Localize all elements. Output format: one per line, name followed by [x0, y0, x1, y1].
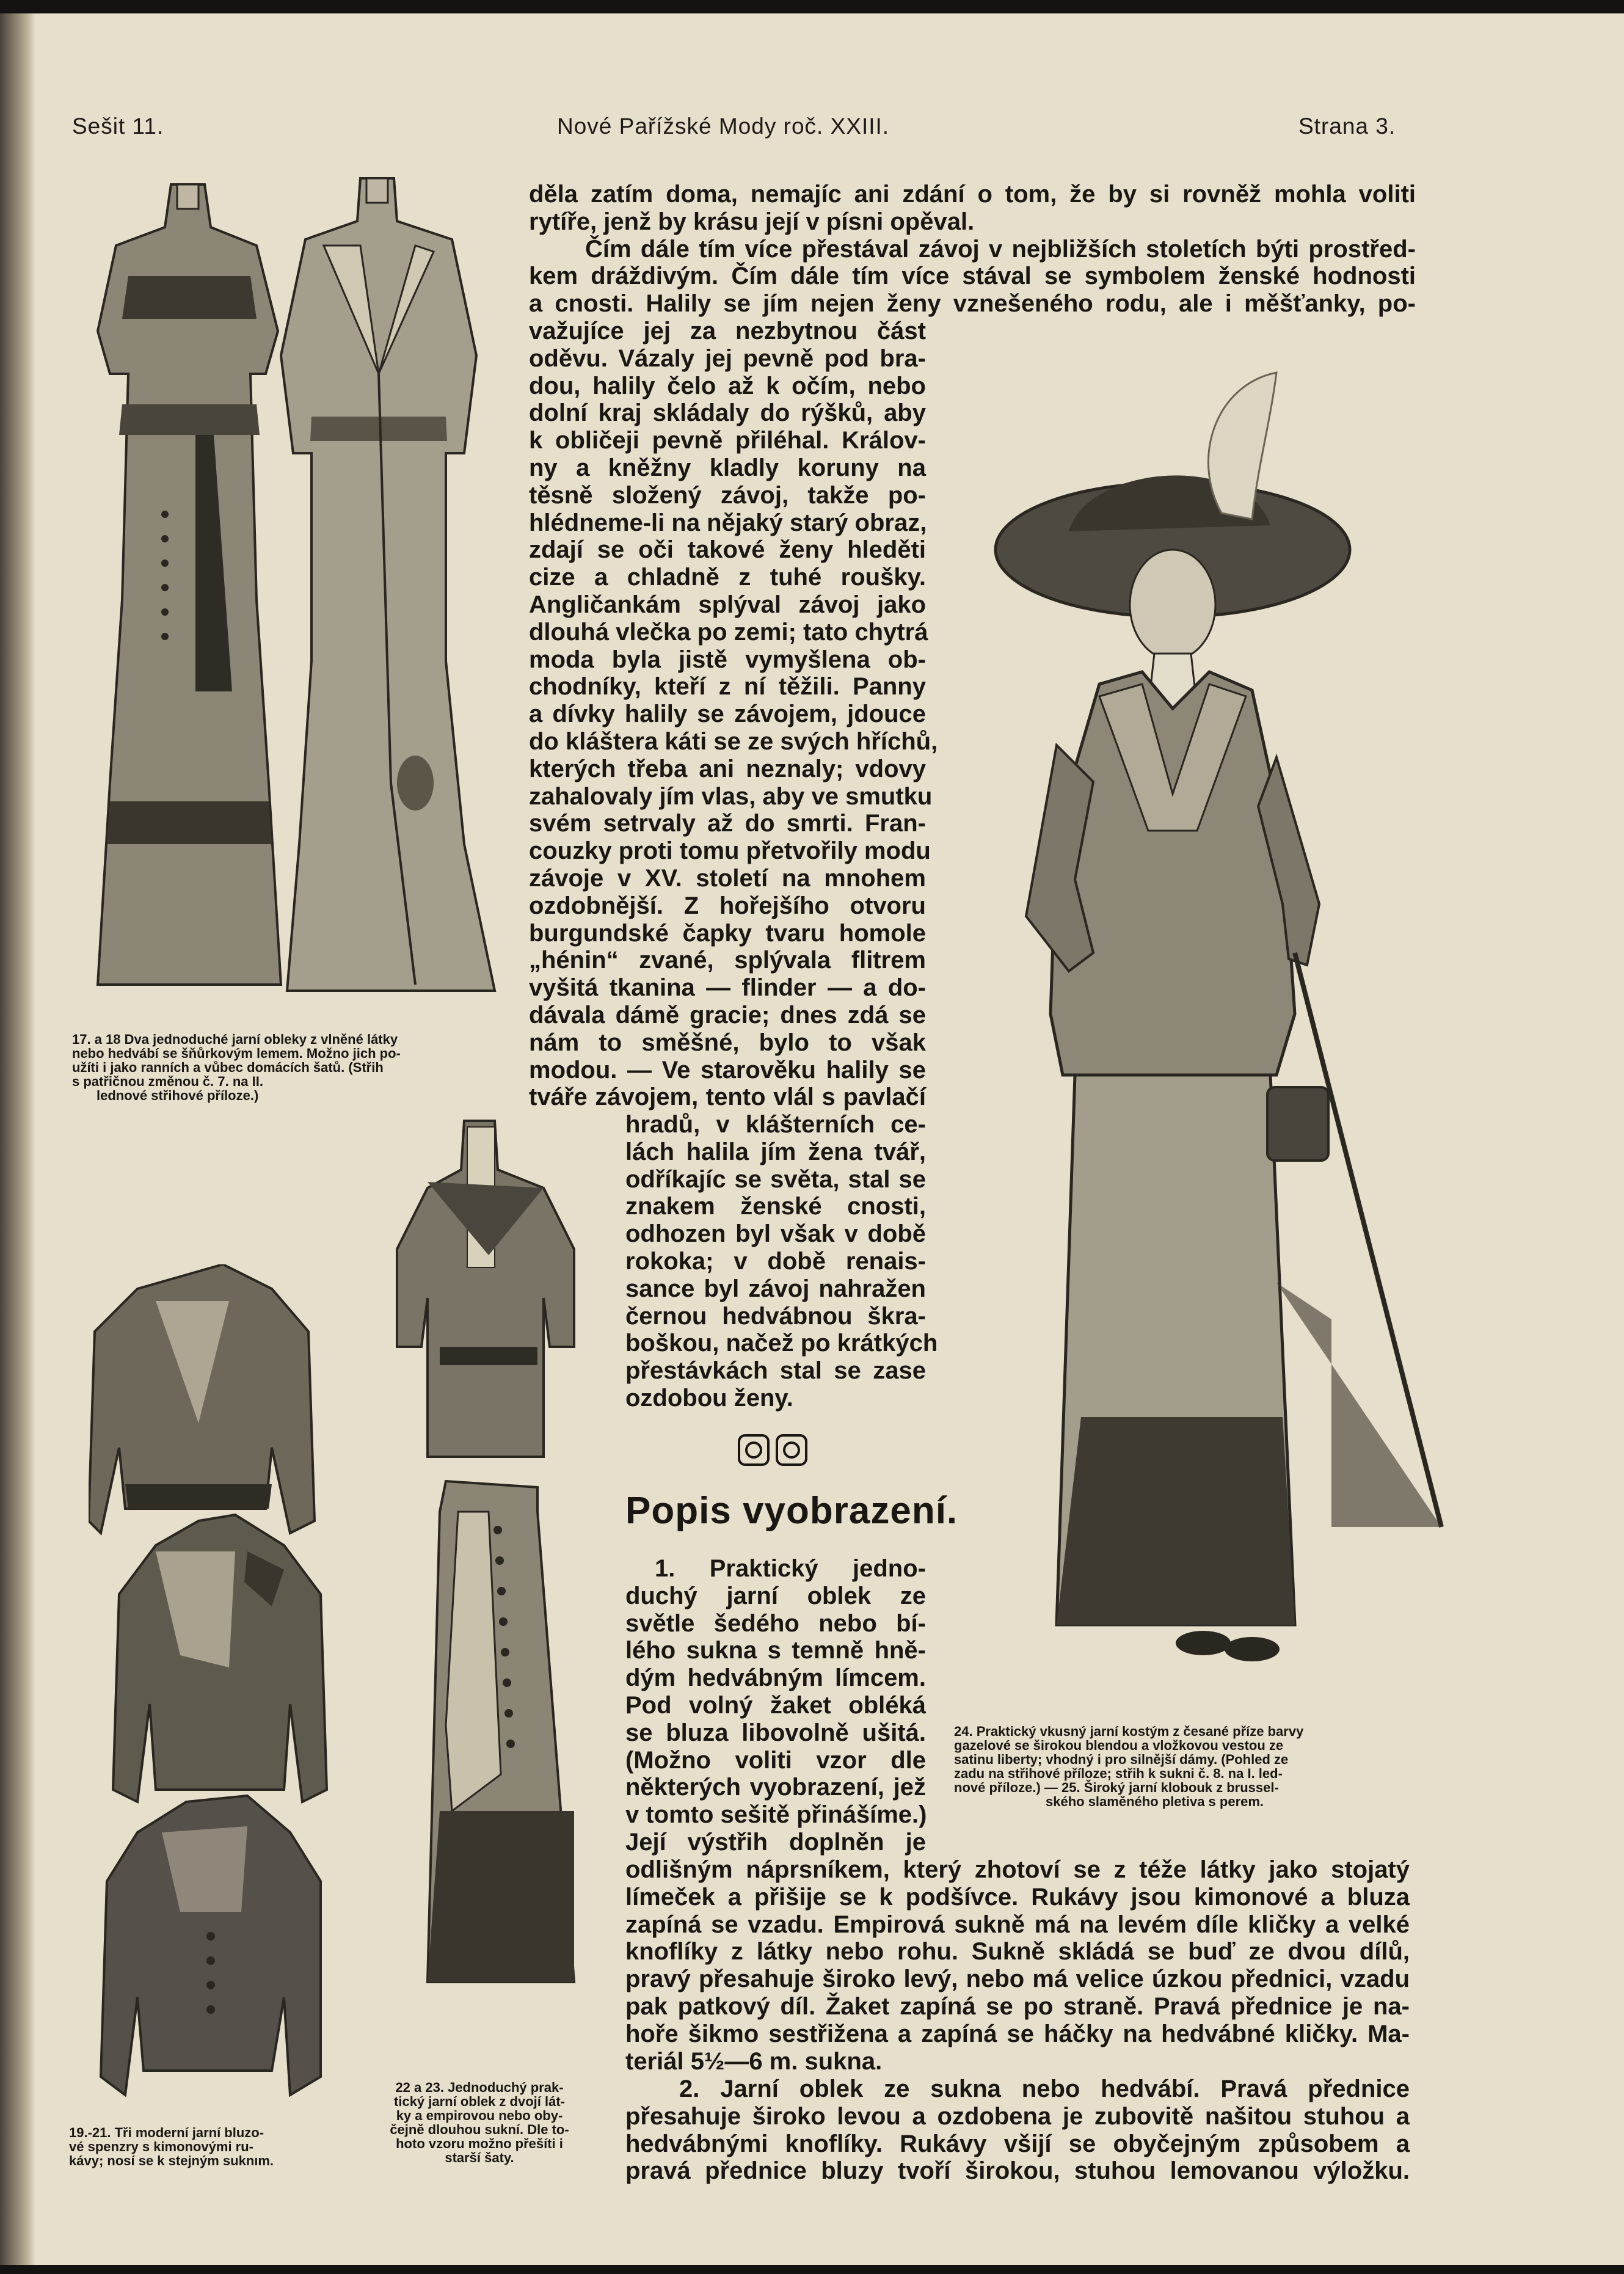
text-line: kterých třeba ani neznaly; vdovy [529, 755, 926, 782]
text-line: se bluza libovolně ušitá. [625, 1719, 926, 1746]
text-line: moda byla jistě vymyšlena ob- [529, 646, 926, 673]
text-line: 2. Jarní oblek ze sukna nebo hedvábí. Pravá přednice [679, 2075, 1410, 2102]
caption-line: nebo hedvábí se šňůrkovým lemem. Možno jich po- [72, 1046, 401, 1061]
text-line: pravá přednice bluzy tvoří širokou, stuhou lemovanou výložku. [625, 2157, 1410, 2185]
text-line: važujíce jej za nezbytnou část [529, 318, 926, 344]
illustration-walking-suit-24-25 [989, 366, 1454, 1692]
text-line: znakem ženské cnosti, [625, 1193, 926, 1220]
blouse-22-drawing [397, 1121, 574, 1457]
text-line: boškou, načež po krátkých [625, 1330, 938, 1357]
text-line: dým hedvábným límcem. [625, 1664, 926, 1692]
text-line: těsně složený závoj, takže po- [529, 481, 926, 509]
text-line: 1. Praktický jedno- [655, 1555, 926, 1582]
description-item-1-wide [625, 1856, 1410, 2075]
header-issue: Sešit 11. [72, 114, 164, 139]
text-line: Čím dále tím více přestával závoj v nejbližších stoletích býti prostřed- [585, 235, 1416, 263]
text-line: dou, halily čelo až k očím, nebo [529, 372, 926, 399]
text-line: odhozen byl však v době [625, 1220, 926, 1248]
text-line: dávala dámě gracie; dnes zdá se [529, 1001, 926, 1029]
text-line: k obličeji pevně přiléhal. Králov- [529, 427, 926, 454]
text-line: zahalovaly jím vlas, aby ve smutku [529, 782, 933, 810]
caption-line: satinu liberty; vhodný i pro silnější dámy. (Pohled ze [954, 1752, 1289, 1767]
caption-line: kávy; nosí se k stejným suknım. [69, 2153, 274, 2168]
caption-line: s patřičnou změnou č. 7. na II. [72, 1074, 263, 1089]
caption-line: nové příloze.) — 25. Široký jarní klobouk z brussel- [954, 1780, 1279, 1795]
text-line: couzky proti tomu přetvořily modu [529, 837, 931, 865]
text-line: modou. — Ve starověku halily se [529, 1056, 926, 1084]
text-line: pravý přesahuje široko levý, nebo má velice úzkou přednici, vzadu [625, 1966, 1410, 1993]
section-title: Popis vyobrazení. [625, 1490, 958, 1532]
caption-line: hoto vzoru možno přešíti i [396, 2136, 563, 2151]
text-line: děla zatím doma, nemajíc ani zdání o tom, že by si rovněž mohla voliti [529, 181, 1416, 208]
caption-line: lednové střihové příloze.) [96, 1088, 259, 1103]
caption-line: starší šaty. [445, 2150, 514, 2165]
text-line: odlišným náprsníkem, který zhotoví se z téže látky jako stojatý [625, 1856, 1410, 1883]
text-line: dolní kraj skládaly do rýšků, aby [529, 399, 926, 427]
text-line: nám to směšné, bylo to však [529, 1029, 926, 1056]
text-line: svém setrvaly až do smrti. Fran- [529, 810, 926, 837]
text-line: ozdobou ženy. [625, 1384, 793, 1412]
text-line: sance byl závoj nahražen [625, 1275, 926, 1302]
text-line: „hénin“ zvané, splývala flitrem [529, 947, 926, 974]
text-line: lách halila jím žena tvář, [625, 1138, 926, 1165]
dress-17-drawing [98, 184, 281, 985]
text-line: Pod volný žaket obléká [625, 1691, 926, 1719]
text-line: a dívky halily se závojem, jdouce [529, 701, 926, 728]
caption-line: 24. Praktický vkusný jarní kostým z česané příze barvy [954, 1724, 1304, 1739]
text-line: rokoka; v době renais- [625, 1247, 926, 1275]
text-line: duchý jarní oblek ze [625, 1582, 926, 1609]
text-line: závoje v XV. století na mnohem [529, 864, 926, 892]
text-line: zapíná se vzadu. Empirová sukně má na levém díle kličky a velké [625, 1911, 1410, 1938]
text-line: přesahuje široko levou a ozdobena je zubovitě našitou stuhou a [625, 2102, 1410, 2130]
text-line: v tomto sešitě přinášíme.) [625, 1801, 927, 1829]
caption-line: tický jarní oblek z dvojí lát- [394, 2094, 565, 2109]
text-line: některých vyobrazení, jež [625, 1774, 926, 1801]
book-binding-shadow [0, 0, 35, 2274]
article-text-top [529, 181, 1416, 318]
text-line: knoflíky z látky nebo rohu. Sukně skládá se buď ze dvou dílů, [625, 1938, 1410, 1966]
caption-line: 17. a 18 Dva jednoduché jarní obleky z vlněné látky [72, 1032, 398, 1047]
jacket-19-drawing [89, 1264, 315, 1533]
caption-line: gazelové se širokou blendou a vložkovou vestou ze [954, 1738, 1284, 1753]
text-line: hradů, v klášterních ce- [625, 1111, 926, 1138]
text-line: cize a chladně z tuhé roušky. [529, 564, 926, 591]
illustration-dresses-17-18 [73, 172, 501, 997]
text-line: ny a kněžny kladly koruny na [529, 454, 926, 481]
text-line: černou hedvábnou škra- [625, 1302, 926, 1330]
text-line: teriál 5½—6 m. sukna. [625, 2047, 883, 2075]
text-line: (Možno voliti vzor dle [625, 1746, 926, 1774]
text-line: dlouhá vlečka po zemi; tato chytrá [529, 618, 928, 646]
text-line: pak patkový díl. Žaket zapíná se po straně. Pravá přednice je na- [625, 1992, 1410, 2020]
caption-fig-24-25 [954, 1724, 1418, 1809]
caption-line: čejně dlouhou sukní. Dle to- [390, 2122, 569, 2137]
text-line: hoře šikmo sestřižena a zapíná se háčky na hedvábné kličky. Ma- [625, 2020, 1410, 2047]
caption-line: 19.-21. Tři moderní jarní bluzo- [69, 2125, 264, 2140]
header-page-number: Strana 3. [1298, 114, 1396, 139]
illustration-jackets-19-21 [89, 1264, 357, 2101]
caption-fig-19-21 [69, 2126, 338, 2168]
description-item-2 [625, 2075, 1410, 2185]
caption-line: 22 a 23. Jednoduchý prak- [395, 2080, 564, 2095]
text-line: lého sukna s temně hně- [625, 1637, 926, 1664]
caption-line: ského slaměného pletiva s perem. [1046, 1794, 1264, 1809]
woman-figure-drawing [1026, 550, 1441, 1661]
description-item-1-narrow [625, 1555, 926, 1856]
caption-line: vé spenzry s kimonovými ru- [69, 2139, 253, 2154]
text-line: tváře závojem, tento vlál s pavlačí [529, 1084, 926, 1111]
jacket-20-drawing [113, 1515, 327, 1802]
illustration-blouse-skirt-22-23 [391, 1115, 599, 1994]
text-line: Její výstřih doplněn je [625, 1828, 926, 1856]
text-line: a cnosti. Halily se jím nejen ženy vznešeného rodu, ale i měšťanky, po- [529, 290, 1416, 318]
text-line: hlédneme-li na nějaký starý obraz, [529, 509, 927, 536]
article-text-narrower-column [625, 1111, 938, 1412]
text-line: oděvu. Vázaly jej pevně pod bra- [529, 344, 926, 372]
text-line: chodníky, kteří z ní těžili. Panny [529, 673, 926, 701]
text-line: světle šedého nebo bí- [625, 1609, 926, 1637]
text-line: zdají se oči takové ženy hleděti [529, 536, 926, 564]
jacket-21-drawing [101, 1796, 321, 2095]
caption-line: užíti i jako ranních a vůbec domácích šatů. (Střih [72, 1060, 384, 1075]
scan-bottom-edge [0, 2265, 1624, 2274]
section-divider-ornament [737, 1432, 810, 1471]
text-line: přestávkách stal se zase [625, 1357, 926, 1385]
text-line: ozdobnější. Z hořejšího otvoru [529, 892, 926, 919]
text-line: hedvábnými knoflíky. Rukávy všijí se obyčejným způsobem a [625, 2130, 1410, 2157]
text-line: Angličankám splýval závoj jako [529, 591, 926, 618]
text-line: burgundské čapky tvaru homole [529, 919, 926, 947]
skirt-23-drawing [428, 1481, 574, 1982]
caption-line: zadu na střihové příloze; střih k sukni č. 8. na I. led- [954, 1766, 1283, 1781]
header-title: Nové Pařížské Mody roč. XXIII. [557, 114, 890, 139]
text-line: kem dráždivým. Čím dále tím více stával se symbolem ženské hodnosti [529, 263, 1416, 290]
caption-fig-22-23 [360, 2080, 599, 2165]
text-line: rytíře, jenž by krásu její v písni opěval. [529, 208, 975, 235]
caption-line: ky a empirovou nebo oby- [396, 2108, 563, 2123]
text-line: vyšitá tkanina — flinder — a do- [529, 974, 926, 1002]
text-line: do kláštera káti se ze svých hříchů, [529, 727, 938, 755]
dress-18-drawing [281, 178, 495, 991]
scan-top-edge [0, 0, 1624, 13]
caption-fig-17-18 [72, 1032, 500, 1102]
article-text-narrow-column [529, 318, 938, 1111]
text-line: odříkajíc se světa, stal se [625, 1165, 926, 1193]
text-line: límeček a přišije se k podšívce. Rukávy jsou kimonové a bluza [625, 1883, 1410, 1911]
